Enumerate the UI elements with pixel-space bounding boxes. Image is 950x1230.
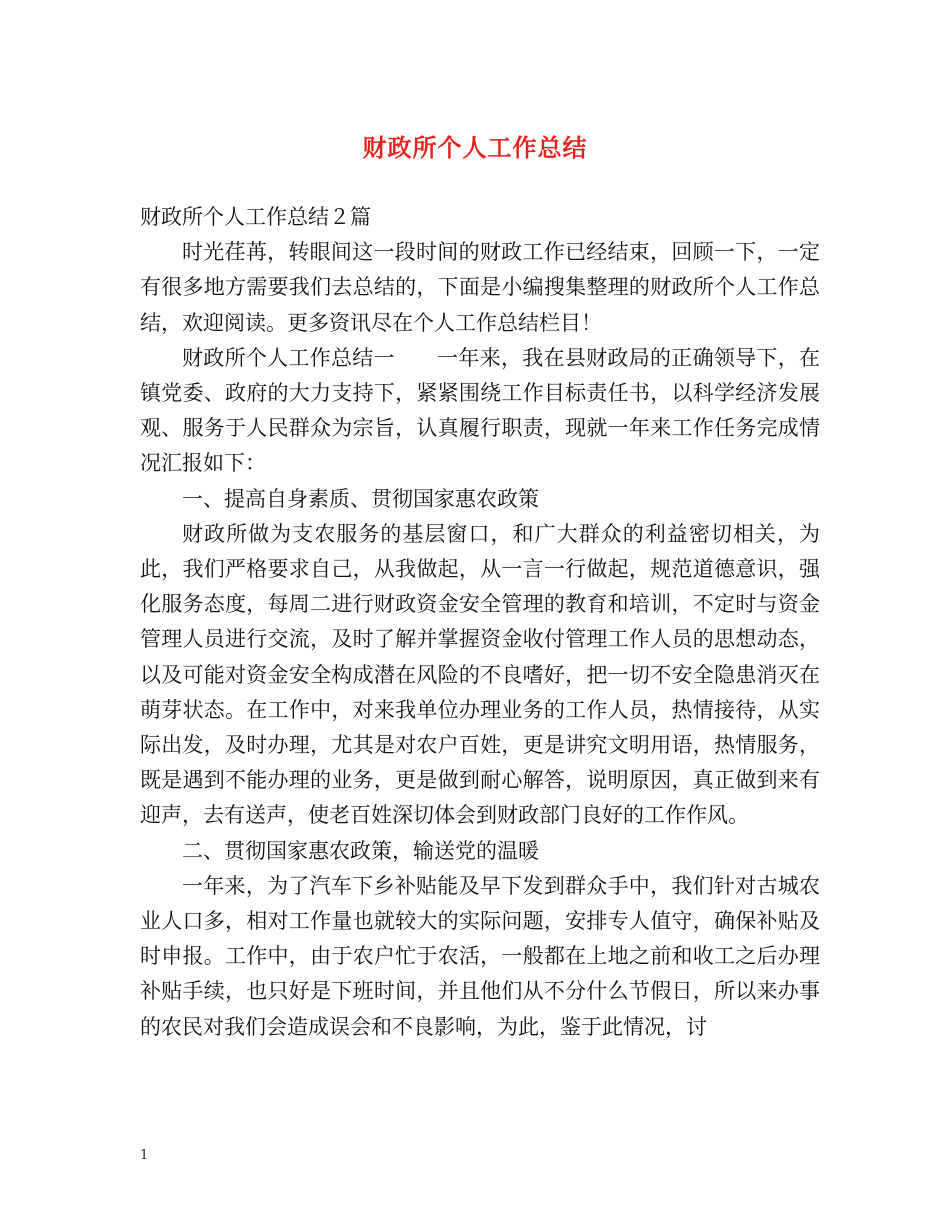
- part-one-text: 一年来，我在县财政局的正确领导下，在镇党委、政府的大力支持下，紧紧围绕工作目标责任书，以科学经济发展观、服务于人民群众为宗旨，认真履行职责，现就一年来工作任务完成情况汇报如下：: [140, 345, 821, 476]
- document-subtitle: 财政所个人工作总结２篇: [140, 205, 371, 229]
- section-two-heading: 二、贯彻国家惠农政策，输送党的温暖: [182, 838, 539, 863]
- page-number: 1: [140, 1148, 149, 1163]
- section-one-paragraph: 财政所做为支农服务的基层窗口，和广大群众的利益密切相关，为此，我们严格要求自己，从我做起，从一言一行做起，规范道德意识，强化服务态度，每周二进行财政资金安全管理的教育和培训，不定时与资金管理人员进行交流，及时了解并掌握资金收付管理工作人员的思想动态，以及可能对资金安全构成潜在风险的不良嗜好，把一切不安全隐患消灭在萌芽状态。在工作中，对来我单位办理业务的工作人员，热情接待，从实际出发，及时办理，尤其是对农户百姓，更是讲究文明用语，热情服务，既是遇到不能办理的业务，更是做到耐心解答，说明原因，真正做到来有迎声，去有送声，使老百姓深切体会到财政部门良好的工作作风。: [140, 521, 820, 828]
- intro-paragraph: 时光荏苒，转眼间这一段时间的财政工作已经结束，回顾一下，一定有很多地方需要我们去总结的，下面是小编搜集整理的财政所个人工作总结，欢迎阅读。更多资讯尽在个人工作总结栏目！: [140, 240, 820, 335]
- section-two-paragraph: 一年来，为了汽车下乡补贴能及早下发到群众手中，我们针对古城农业人口多，相对工作量也就较大的实际问题，安排专人值守，确保补贴及时申报。工作中，由于农户忙于农活，一般都在上地之前和收工之后办理补贴手续，也只好是下班时间，并且他们从不分什么节假日，所以来办事的农民对我们会造成误会和不良影响，为此，鉴于此情况，讨: [140, 873, 820, 1039]
- part-one-paragraph: [140, 341, 820, 482]
- document-body: [140, 200, 820, 1045]
- section-one-heading: 一、提高自身素质、贯彻国家惠农政策: [182, 486, 539, 511]
- part-one-label: 财政所个人工作总结一: [182, 345, 395, 370]
- document-title: 财政所个人工作总结: [362, 133, 588, 162]
